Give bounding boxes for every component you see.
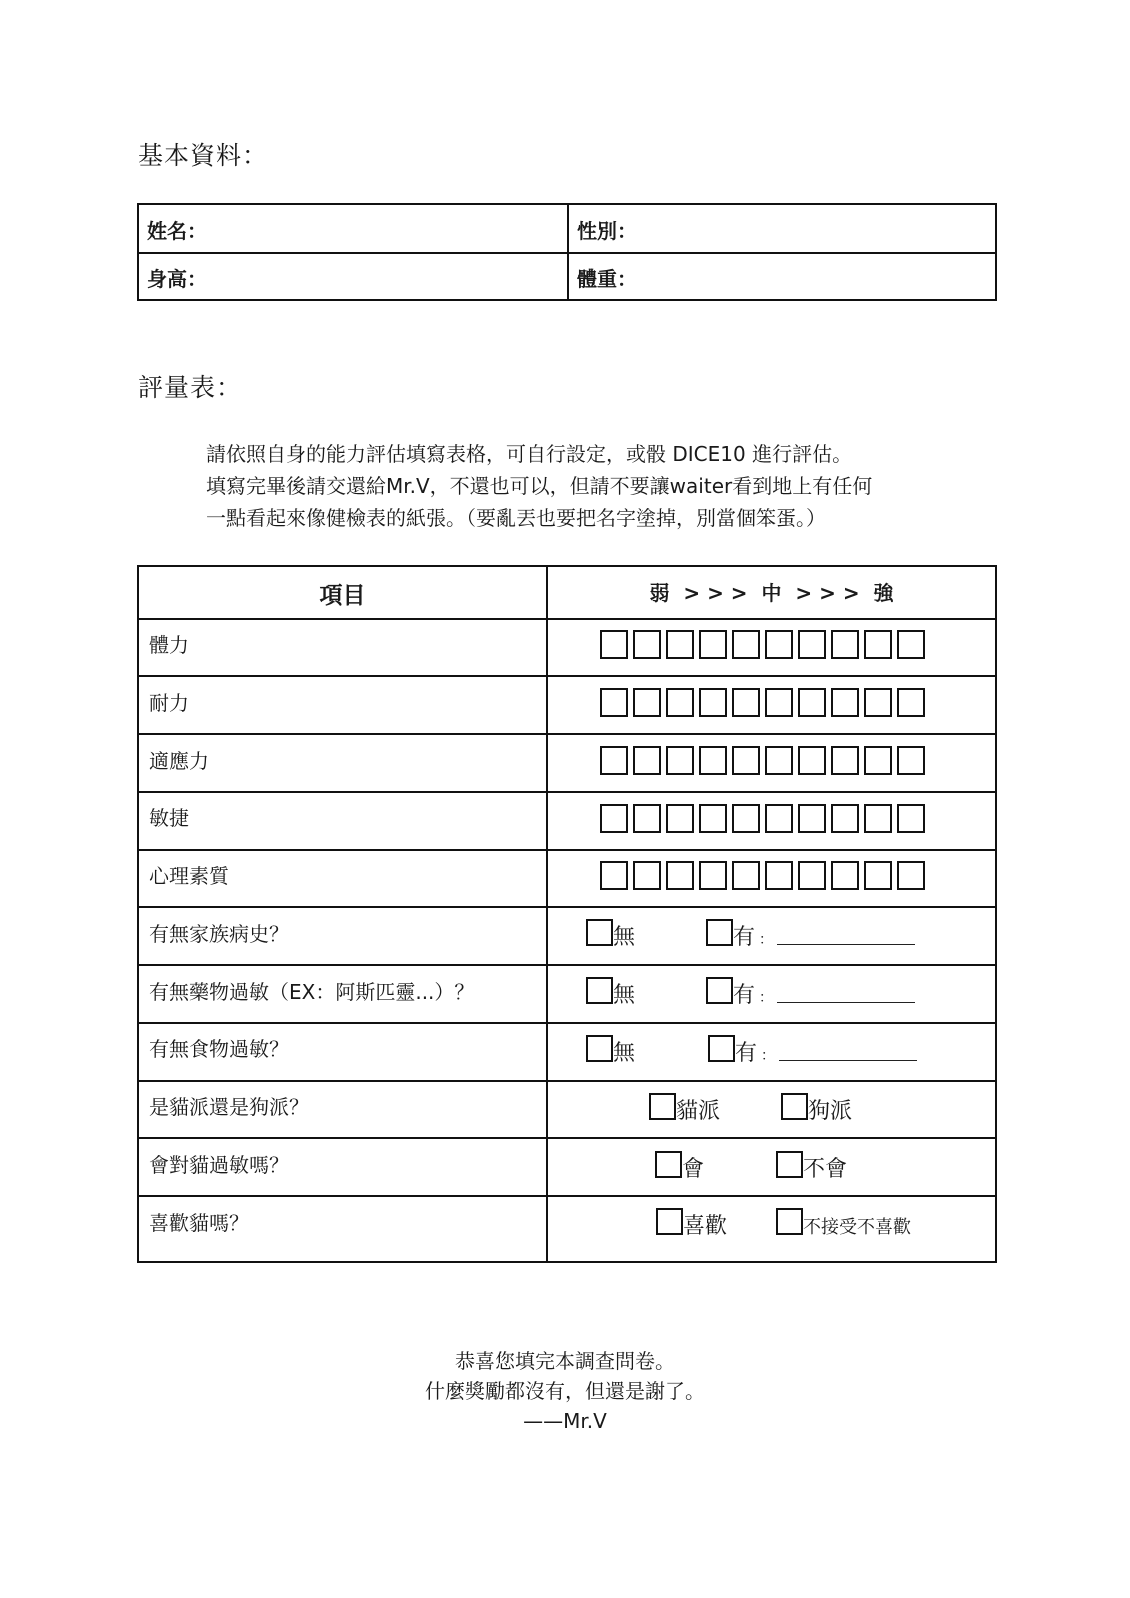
option-no[interactable]: 無 [586, 919, 635, 951]
rating-checkbox[interactable] [600, 746, 628, 775]
rating-checkbox[interactable] [699, 861, 727, 890]
item-label-mental: 心理素質 [149, 864, 229, 888]
checkbox[interactable] [649, 1093, 676, 1120]
rating-checkbox[interactable] [897, 688, 925, 717]
rating-checkbox[interactable] [765, 630, 793, 659]
rating-checkbox[interactable] [897, 630, 925, 659]
rating-scale [600, 688, 925, 717]
item-label-family-history: 有無家族病史？ [149, 922, 289, 946]
rating-checkbox[interactable] [732, 861, 760, 890]
checkbox[interactable] [655, 1151, 682, 1178]
rating-checkbox[interactable] [600, 688, 628, 717]
rating-scale [600, 630, 925, 659]
option-dog-person[interactable]: 狗派 [781, 1093, 852, 1125]
item-column-header: 項目 [319, 583, 366, 609]
gender-field-label: 性別： [577, 219, 637, 243]
rating-checkbox[interactable] [732, 688, 760, 717]
table-divider [139, 252, 995, 254]
rating-checkbox[interactable] [600, 630, 628, 659]
checkbox[interactable] [706, 919, 733, 946]
checkbox[interactable] [586, 1035, 613, 1062]
rating-checkbox[interactable] [732, 804, 760, 833]
table-divider [139, 733, 995, 735]
table-divider [139, 964, 995, 966]
rating-checkbox[interactable] [864, 746, 892, 775]
rating-checkbox[interactable] [831, 630, 859, 659]
item-label-food-allergy: 有無食物過敏？ [149, 1037, 289, 1061]
basic-info-title: 基本資料： [138, 141, 269, 170]
name-field-label: 姓名： [147, 219, 207, 243]
closing-line: 恭喜您填完本調查問卷。 [455, 1349, 675, 1373]
table-divider [139, 1137, 995, 1139]
rating-checkbox[interactable] [897, 861, 925, 890]
rating-checkbox[interactable] [732, 746, 760, 775]
rating-checkbox[interactable] [666, 688, 694, 717]
rating-scale [600, 861, 925, 890]
rating-checkbox[interactable] [831, 746, 859, 775]
rating-checkbox[interactable] [600, 861, 628, 890]
rating-checkbox[interactable] [765, 804, 793, 833]
rating-checkbox[interactable] [864, 804, 892, 833]
item-label-adaptability: 適應力 [149, 749, 209, 773]
rating-checkbox[interactable] [897, 804, 925, 833]
instruction-line: 一點看起來像健檢表的紙張。（要亂丟也要把名字塗掉，別當個笨蛋。） [206, 506, 826, 530]
checkbox[interactable] [706, 977, 733, 1004]
rating-checkbox[interactable] [831, 861, 859, 890]
rating-checkbox[interactable] [633, 746, 661, 775]
rating-checkbox[interactable] [864, 630, 892, 659]
checkbox[interactable] [708, 1035, 735, 1062]
rating-checkbox[interactable] [600, 804, 628, 833]
basic-info-table [137, 203, 997, 301]
rating-checkbox[interactable] [699, 746, 727, 775]
rating-checkbox[interactable] [897, 746, 925, 775]
rating-checkbox[interactable] [666, 804, 694, 833]
instructions [206, 438, 872, 534]
option-yes[interactable]: 有 ： [706, 977, 915, 1009]
rating-checkbox[interactable] [633, 630, 661, 659]
table-divider [139, 1080, 995, 1082]
assessment-table [137, 565, 997, 1263]
item-label-agility: 敏捷 [149, 806, 189, 830]
checkbox[interactable] [656, 1208, 683, 1235]
rating-checkbox[interactable] [765, 746, 793, 775]
rating-checkbox[interactable] [864, 861, 892, 890]
checkbox[interactable] [586, 977, 613, 1004]
table-divider [139, 675, 995, 677]
instruction-line: 請依照自身的能力評估填寫表格，可自行設定，或骰 DICE10 進行評估。 [206, 442, 853, 466]
table-divider [139, 906, 995, 908]
table-divider [546, 567, 548, 1261]
rating-checkbox[interactable] [699, 630, 727, 659]
option-yes[interactable]: 有 ： [708, 1035, 917, 1067]
instruction-line: 填寫完畢後請交還給Mr.V，不還也可以，但請不要讓waiter看到地上有任何 [206, 474, 873, 498]
option-no[interactable]: 無 [586, 1035, 635, 1067]
fill-in-line[interactable] [777, 1002, 915, 1003]
option-dislike[interactable]: 不接受不喜歡 [776, 1208, 911, 1239]
rating-checkbox[interactable] [798, 804, 826, 833]
rating-checkbox[interactable] [765, 861, 793, 890]
rating-checkbox[interactable] [699, 804, 727, 833]
rating-checkbox[interactable] [633, 688, 661, 717]
option-no[interactable]: 不會 [776, 1151, 847, 1183]
signature: ——Mr.V [523, 1409, 607, 1433]
closing-line: 什麼獎勵都沒有，但還是謝了。 [425, 1379, 705, 1403]
height-field-label: 身高： [147, 267, 207, 291]
rating-scale [600, 746, 925, 775]
rating-checkbox[interactable] [666, 630, 694, 659]
item-label-drug-allergy: 有無藥物過敏（EX：阿斯匹靈...）？ [149, 980, 475, 1004]
table-divider [139, 618, 995, 620]
rating-checkbox[interactable] [798, 630, 826, 659]
rating-checkbox[interactable] [633, 861, 661, 890]
rating-checkbox[interactable] [699, 688, 727, 717]
rating-checkbox[interactable] [666, 746, 694, 775]
rating-checkbox[interactable] [798, 688, 826, 717]
option-like[interactable]: 喜歡 [656, 1208, 727, 1240]
fill-in-line[interactable] [779, 1060, 917, 1061]
item-label-cat-or-dog: 是貓派還是狗派？ [149, 1095, 309, 1119]
item-label-stamina: 體力 [149, 633, 189, 657]
rating-checkbox[interactable] [732, 630, 760, 659]
rating-checkbox[interactable] [831, 804, 859, 833]
rating-scale [600, 804, 925, 833]
rating-checkbox[interactable] [765, 688, 793, 717]
checkbox[interactable] [776, 1151, 803, 1178]
rating-checkbox[interactable] [666, 861, 694, 890]
fill-in-line[interactable] [777, 944, 915, 945]
table-divider [139, 1195, 995, 1197]
rating-checkbox[interactable] [798, 861, 826, 890]
rating-checkbox[interactable] [831, 688, 859, 717]
option-yes[interactable]: 會 [655, 1151, 704, 1183]
option-cat-person[interactable]: 貓派 [649, 1093, 720, 1125]
option-no[interactable]: 無 [586, 977, 635, 1009]
table-divider [139, 849, 995, 851]
option-yes[interactable]: 有 ： [706, 919, 915, 951]
rating-checkbox[interactable] [864, 688, 892, 717]
table-divider [139, 791, 995, 793]
item-label-cat-allergy: 會對貓過敏嗎？ [149, 1153, 289, 1177]
rating-checkbox[interactable] [798, 746, 826, 775]
rating-checkbox[interactable] [633, 804, 661, 833]
table-divider [139, 1022, 995, 1024]
item-label-like-cats: 喜歡貓嗎？ [149, 1211, 249, 1235]
checkbox[interactable] [586, 919, 613, 946]
assessment-title: 評量表： [138, 373, 243, 402]
checkbox[interactable] [781, 1093, 808, 1120]
weight-field-label: 體重： [577, 267, 637, 291]
scale-column-header: 弱 > > > 中 > > > 強 [649, 581, 894, 605]
item-label-endurance: 耐力 [149, 691, 189, 715]
checkbox[interactable] [776, 1208, 803, 1235]
